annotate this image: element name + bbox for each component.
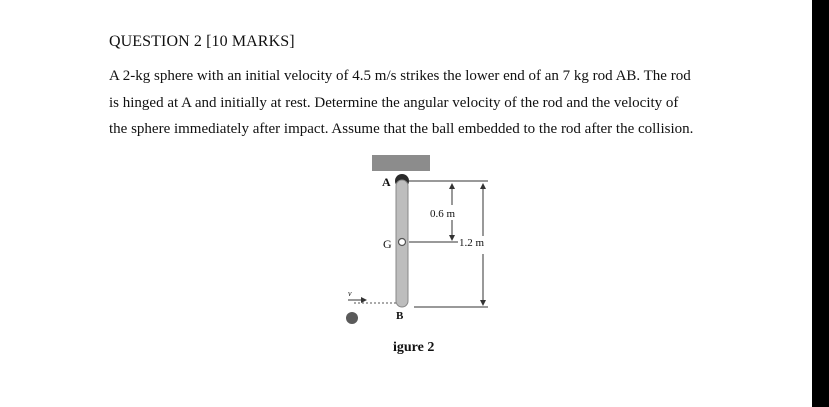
question-line-3: the sphere immediately after impact. Assume that the ball embedded to the rod after the collision.: [109, 121, 694, 137]
question-line-2: is hinged at A and initially at rest. Determine the angular velocity of the rod and the velocity of: [109, 94, 679, 111]
center-marker: [399, 239, 406, 246]
rod-sphere-figure: [330, 150, 520, 365]
figure-caption: igure 2: [393, 340, 435, 355]
figure-drawing: [330, 150, 520, 365]
center-label: G: [383, 237, 392, 251]
question-text: [109, 63, 729, 143]
ceiling-support: [372, 155, 430, 171]
question-line-1: A 2-kg sphere with an initial velocity of 4.5 m/s strikes the lower end of an 7 kg rod AB. The rod: [109, 68, 691, 84]
velocity-label: v: [348, 289, 352, 298]
dimension-short-label: 0.6 m: [430, 208, 456, 220]
end-label: B: [396, 310, 404, 322]
dimension-long-label: 1.2 m: [459, 237, 485, 249]
hinge-label: A: [382, 175, 391, 189]
question-heading: QUESTION 2 [10 MARKS]: [109, 33, 295, 50]
sphere: [346, 312, 358, 324]
